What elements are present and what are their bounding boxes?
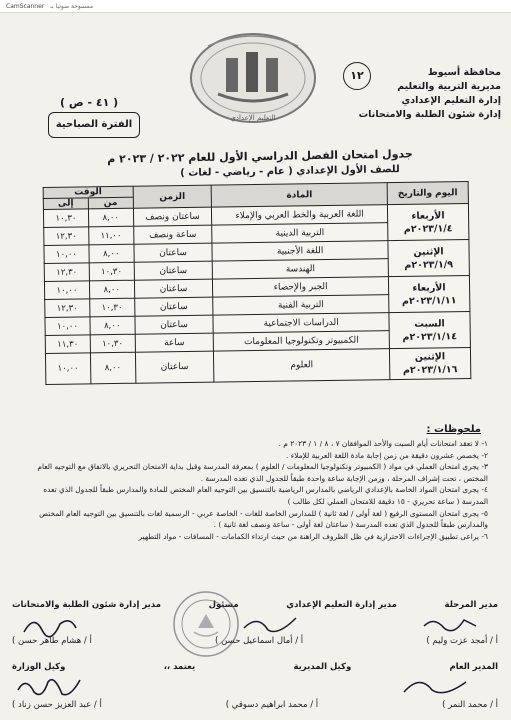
signature-title: المدير العام: [449, 662, 498, 672]
signature-title: يعتمد ،،: [163, 662, 196, 672]
to-cell: ١٠,٠٠: [45, 353, 90, 385]
subject-cell: الكمبيوتر وتكنولوجيا المعلومات: [214, 331, 390, 351]
from-cell: ٨,٠٠: [90, 316, 135, 335]
duration-cell: ساعة ونصف: [133, 225, 212, 244]
from-cell: ١١,٠٠: [89, 226, 134, 245]
col-day: اليوم والتاريخ: [387, 182, 468, 205]
signatory-name: أ / أمجد عزت وليم ): [426, 636, 498, 646]
to-cell: ١٢,٣٠: [44, 263, 89, 282]
col-duration: الزمن: [133, 185, 212, 208]
col-subject: المادة: [211, 183, 387, 207]
header-line: إدارة شئون الطلبة والامتحانات: [358, 109, 501, 120]
to-cell: ١٠,٣٠: [43, 209, 88, 228]
from-cell: ٨,٠٠: [89, 244, 134, 263]
signature-title: مدير المرحلة: [444, 600, 498, 610]
signature-title: وكيل المديرية: [293, 662, 352, 672]
header-line: مديرية التربية والتعليم: [397, 81, 501, 92]
from-cell: ٨,٠٠: [88, 208, 133, 227]
notes-heading: ملحوظات :: [426, 424, 481, 435]
note-item: ٢- يخصص عشرون دقيقة من زمن إجابة مادة اللغة العربية للإملاء .: [286, 450, 488, 460]
to-cell: ١٠,٠٠: [45, 317, 90, 336]
subject-cell: الهندسة: [213, 259, 389, 279]
header-line: محافظة أسيوط: [427, 67, 501, 78]
note-item: ٥- يجرى امتحان المستوى الرفيع ( لغة أولى / لغة ثانية ) للمدارس الخاصة للغات - الخاصة عربي - الرسمية لغات بالتنسيق بين التوجيه العام المختص والمدارس طبقاً للجدول الذي تعده المدرسة ( ساعتان لغة أولى - ساعة ونصف لغة ثانية ) .: [39, 508, 488, 530]
day-cell: الإثنين ٢٠٢٣/١/١٦م: [389, 348, 471, 380]
to-cell: ١٢,٣٠: [45, 299, 90, 318]
note-item: ١- لا تعقد امتحانات أيام السبت والأحد الموافقان ٧ ، ٨ / ١ / ٢٠٢٣ م .: [278, 439, 488, 448]
from-cell: ١٠,٣٠: [90, 334, 135, 353]
subject-cell: اللغة العربية والخط العربي والإملاء: [212, 205, 388, 225]
duration-cell: ساعتان: [134, 243, 213, 262]
signatory-name: أ / محمد ابراهيم دسوقي ): [225, 700, 319, 710]
table-row: [45, 348, 470, 385]
signature-title: مدير إدارة التعليم الإعدادي: [286, 600, 397, 610]
signature-title: مدير إدارة شئون الطلبة والامتحانات: [12, 600, 161, 610]
signature-scribble-icon: [240, 612, 300, 638]
signature-titles: [12, 600, 498, 610]
signatory-name: أ / عبد العزيز حسن زناد ): [12, 700, 102, 710]
from-cell: ٨,٠٠: [90, 352, 135, 384]
duration-cell: ساعة: [135, 333, 214, 352]
duration-cell: ساعتان ونصف: [133, 207, 212, 226]
signature-scribble-icon: [420, 612, 480, 638]
col-to: إلى: [43, 198, 88, 210]
duration-cell: ساعتان: [134, 261, 213, 280]
to-cell: ١١,٣٠: [45, 335, 90, 354]
subject-cell: التربية الفنية: [213, 295, 389, 315]
scanner-bar: [0, 0, 511, 13]
subject-cell: الدراسات الاجتماعية: [213, 313, 389, 333]
scanner-caption: ممسوحة ضوئيا بـ: [50, 2, 94, 10]
duration-cell: ساعتان: [134, 279, 213, 298]
ministry-logo-icon: [178, 28, 328, 136]
col-from: من: [88, 197, 133, 209]
official-seal-icon: [170, 588, 242, 660]
signature-title: مسئول: [208, 600, 239, 610]
document-code: ( ٤١ - ص ): [60, 96, 119, 109]
document-number: ١٢: [343, 62, 371, 90]
note-item: ٣- يجرى امتحان العملي في مواد ( الكمبيوتر وتكنولوجيا المعلومات / العلوم ) بمعرفة المدرسة وقبل بداية الامتحان التحريري بالاتفاق مع التوجيه العام المختص ، تحت إشراف المرحلة ، وزمن الإجابة ساعة واحدة طبقاً للجدول الذي تعده المدرسة .: [37, 462, 488, 483]
duration-cell: ساعتان: [134, 297, 213, 316]
exam-schedule-table: [43, 181, 472, 385]
note-item: ٦- يراعى تطبيق الإجراءات الاحترازية في ظل الظروف الراهنة من حيث ارتداء الكمامات - المسافات - مواد التطهير: [138, 531, 488, 541]
subject-cell: اللغة الأجنبية: [212, 241, 388, 261]
to-cell: ١٠,٠٠: [44, 281, 89, 300]
signatory-name: أ / محمد النمر ): [442, 700, 498, 710]
to-cell: ١٠,٠٠: [44, 245, 89, 264]
schedule-title: جدول امتحان الفصل الدراسي الأول للعام ٢٠٢٢ / ٢٠٢٣ م: [107, 147, 413, 166]
period-label: الفترة الصباحية: [48, 112, 140, 138]
day-cell: الأربعاء ٢٠٢٣/١/١١م: [388, 276, 470, 313]
day-cell: السبت ٢٠٢٣/١/١٤م: [389, 312, 471, 349]
to-cell: ١٢,٣٠: [44, 227, 89, 246]
signature-scribble-icon: [400, 672, 470, 700]
signature-scribble-icon: [20, 612, 80, 640]
header-line: إدارة التعليم الإعدادي: [401, 95, 501, 106]
signatory-name: أ / هشام طاهر حسن ): [12, 636, 92, 646]
from-cell: ١٠,٣٠: [90, 298, 135, 317]
signature-names-2: [12, 700, 498, 710]
from-cell: ٨,٠٠: [89, 280, 134, 299]
subject-cell: الجبر والإحصاء: [213, 277, 389, 297]
from-cell: ١٠,٣٠: [89, 262, 134, 281]
scanner-app-name: CamScanner: [6, 2, 45, 10]
day-cell: الإثنين ٢٠٢٣/١/٩م: [388, 240, 470, 277]
signature-scribble-icon: [14, 672, 84, 702]
duration-cell: ساعتان: [135, 315, 214, 334]
subject-cell: التربية الدينية: [212, 223, 388, 243]
logo-caption: التعليم الإعدادي: [230, 114, 276, 122]
schedule-subtitle: للصف الأول الإعدادي ( عام - رياضي - لغات ): [180, 164, 400, 179]
note-item: ٤- يجرى امتحان المواد الخاصة بالإعدادي الرياضي بالمدارس الرياضية بالتنسيق بين التوجيه العام المختص للمادة والمدارس طبقاً للجدول الذي تعده المدرسة ( ساعة تحريري - ١٥ دقيقة للامتحان العملي لكل طالب ): [43, 485, 488, 506]
day-cell: الأربعاء ٢٠٢٣/١/٤م: [387, 204, 469, 241]
notes-list: [18, 438, 488, 542]
col-time: الوقت: [43, 186, 133, 198]
signature-title: وكيل الوزارة: [12, 662, 66, 672]
signature-titles-2: [12, 662, 498, 672]
signatory-name: أ / أمال اسماعيل حسن ): [215, 636, 304, 646]
subject-cell: العلوم: [214, 349, 390, 382]
duration-cell: ساعتان: [135, 351, 214, 383]
